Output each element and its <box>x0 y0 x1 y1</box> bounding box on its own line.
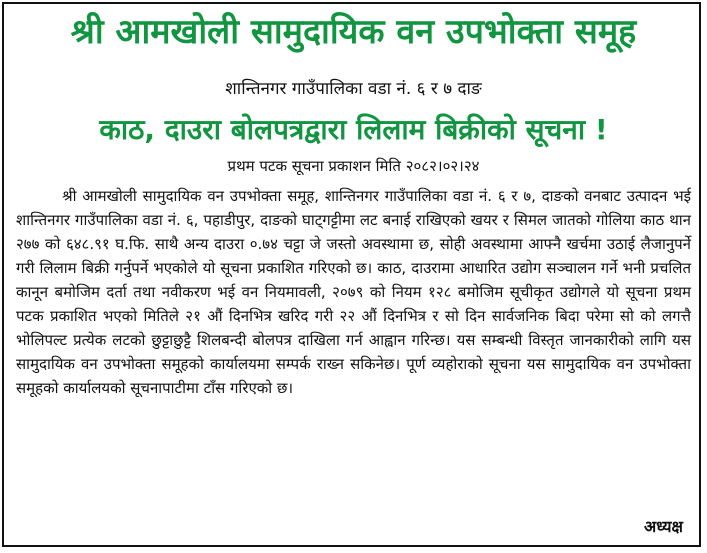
notice-body: श्री आमखोली सामुदायिक वन उपभोक्ता समूह, शान्तिनगर गाउँपालिका वडा नं. ६ र ७, दाङको वनबाट उत्पादन भई शान्तिनगर गाउँपालिका वडा नं. ६, पहाडीपुर, दाङको घाट्गट्टीमा लट बनाई राखिएको खयर र सिमल जातको गोलिया काठ थान २७७ को ६४८.९१ घ.फि. साथै अन्य दाउरा ०.७४ चट्टा जे जस्तो अवस्थामा छ, सोही अवस्थामा आफ्नै खर्चमा उठाई लैजानुपर्ने गरी लिलाम बिक्री गर्नुपर्ने भएकोले यो सूचना प्रकाशित गरिएको छ। काठ, दाउरामा आधारित उद्योग सञ्चालन गर्ने भनी प्रचलित कानून बमोजिम दर्ता तथा नवीकरण भई वन नियमावली, २०७९ को नियम १२८ बमोजिम सूचीकृत उद्योगले यो सूचना प्रथम पटक प्रकाशित भएको मितिले २१ औं दिनभित्र खरिद गरी २२ औं दिनभित्र र सो दिन सार्वजनिक बिदा परेमा सो को लगत्तै भोलिपल्ट प्रत्येक लटको छुट्टाछुट्टै शिलबन्दी बोलपत्र दाखिला गर्न आह्वान गरिन्छ। यस सम्बन्धी विस्तृत जानकारीको लागि यस सामुदायिक वन उपभोक्ता समूहको कार्यालयमा सम्पर्क राख्न सकिनेछ। पूर्ण व्यहोराको सूचना यस सामुदायिक वन उपभोक्ता समूहको कार्यालयको सूचनापाटीमा टाँस गरिएको छ। <box>16 187 691 397</box>
signature-chairperson: अध्यक्ष <box>644 517 683 536</box>
notice-headline: काठ, दाउरा बोलपत्रद्वारा लिलाम बिक्रीको सूचना ! <box>99 113 608 146</box>
org-title: श्री आमखोली सामुदायिक वन उपभोक्ता समूह <box>70 12 637 52</box>
address-line: शान्तिनगर गाउँपालिका वडा नं. ६ र ७ दाङ <box>225 79 482 99</box>
publish-date: प्रथम पटक सूचना प्रकाशन मिति २०८२।०२।२४ <box>227 157 480 175</box>
